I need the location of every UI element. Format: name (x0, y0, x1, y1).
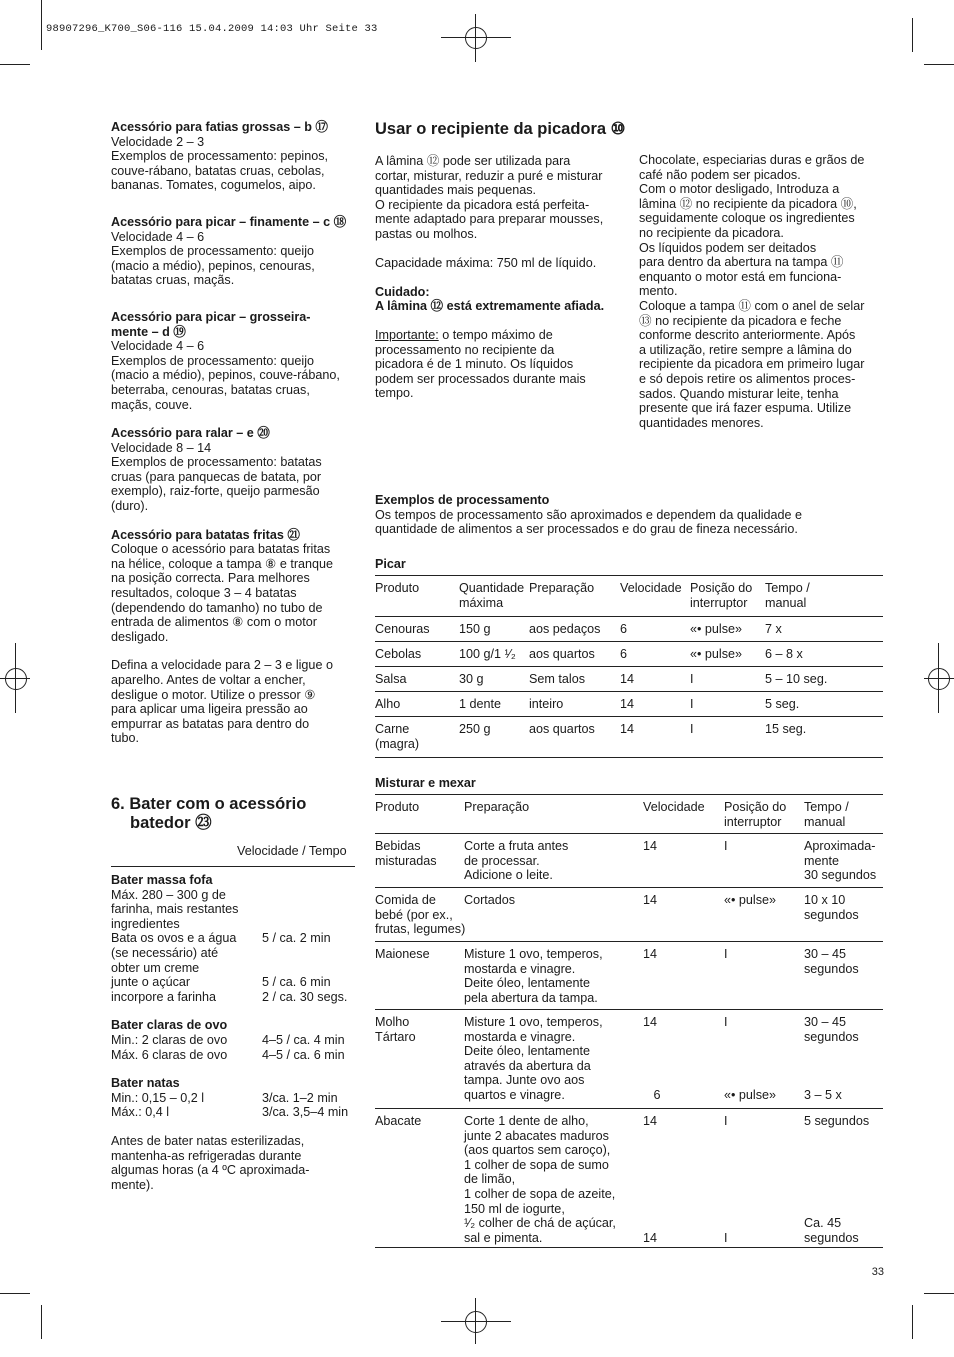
print-slug: 98907296_K700_S06-116 15.04.2009 14:03 Uhr Seite 33 (46, 23, 378, 35)
crop-mark (0, 1293, 30, 1294)
table-cell: Comida de bebé (por ex., frutas, legumes) (375, 893, 466, 937)
section-title: Acessório para ralar – e ⑳ (111, 426, 270, 441)
table-cell (262, 888, 347, 903)
text-line: Defina a velocidade para 2 – 3 e ligue o (111, 658, 333, 673)
table-cell: 100 g/1 ¹⁄₂ (459, 647, 516, 661)
speed-table (111, 1091, 348, 1120)
row-divider (375, 666, 883, 667)
table-cell: I (724, 947, 728, 961)
table-cell: inteiro (529, 697, 564, 711)
text-line: quantidades mais pequenas. (375, 183, 537, 198)
table-cell: Corte 1 dente de alho, junte 2 abacates maduros (aos quartos sem caroço), 1 colher de sopa de sumo de limão, 1 colher de sopa de azeite, 150 ml de iogurte, ¹⁄₂ colher de chá de açúcar, sal e pimenta. (464, 1114, 616, 1245)
row-divider (375, 833, 883, 834)
row-divider (375, 1247, 883, 1248)
text-line: Coloque o acessório para batatas fritas (111, 542, 331, 557)
section-title: Bater natas (111, 1076, 180, 1091)
column-header: Velocidade / Tempo (237, 844, 347, 858)
text-line: (duro). (111, 499, 149, 514)
table-title: Misturar e mexar (375, 776, 476, 790)
table-cell: Min.: 2 claras de ovo (111, 1032, 228, 1047)
important-note (375, 328, 635, 343)
text-line: presente que irá fazer espuma. Utilize (639, 401, 852, 416)
crop-mark (41, 1305, 42, 1339)
registration-target-icon (5, 668, 27, 690)
table-row (111, 888, 347, 903)
row-divider (375, 1009, 883, 1010)
important-label: Importante: (375, 327, 439, 342)
column-header: Posição do interruptor (724, 800, 787, 829)
crop-mark (0, 64, 30, 65)
table-row (111, 1033, 345, 1048)
text-line: mente). (111, 1177, 154, 1192)
text-line (375, 242, 635, 257)
column-header: Preparação (529, 581, 595, 595)
right-col2 (639, 153, 889, 430)
text-line: desligado. (111, 629, 169, 644)
text-line: Antes de bater natas esterilizadas, (111, 1133, 305, 1148)
paragraph (375, 508, 885, 537)
table-cell (262, 902, 347, 917)
text-line: aparelho. Antes de voltar a encher, (111, 673, 306, 687)
text-line: maçãs, couve. (111, 397, 193, 412)
text-line: O recipiente da picadora está perfeita- (375, 197, 590, 212)
table-cell: 14 (620, 722, 635, 736)
text-line: seguidamente coloque os ingredientes (639, 211, 855, 226)
column-header: Quantidade máxima (459, 581, 525, 610)
text-line: Coloque a tampa ⑪ com o anel de selar (639, 298, 865, 313)
row-divider (375, 616, 883, 617)
text-line: mantenha-as refrigeradas durante (111, 1148, 302, 1163)
text-line: beterraba, cenouras, batatas cruas, (111, 382, 310, 397)
important-text: o tempo máximo de (438, 327, 553, 342)
table-cell: Maionese (375, 947, 430, 961)
table-cell: Cenouras (375, 622, 430, 636)
table-cell: Cortados (464, 893, 516, 907)
row-divider (375, 941, 883, 942)
text-line: Exemplos de processamento: batatas (111, 455, 322, 470)
column-header: Tempo / manual (765, 581, 810, 610)
table-cell: (se necessário) até (111, 945, 219, 960)
text-line: mento. (639, 284, 678, 299)
table-cell: 14 (620, 672, 635, 686)
registration-line (924, 678, 954, 679)
section-title: Bater claras de ovo (111, 1018, 228, 1033)
crop-mark (924, 1293, 954, 1294)
text-line: pastas ou molhos. (375, 226, 478, 241)
table-row (111, 975, 347, 990)
whisk-section (111, 873, 361, 1192)
table-cell: 250 g (459, 722, 491, 736)
text-line: Exemplos de processamento: queijo (111, 353, 315, 368)
table-row (111, 917, 347, 932)
section-body (111, 339, 361, 412)
registration-line (441, 1321, 511, 1322)
table-cell: 14 6 (643, 1015, 661, 1102)
table-cell: 6 – 8 x (765, 647, 803, 661)
section-title: Acessório para picar – grosseira- (111, 309, 311, 324)
table-cell: incorpore a farinha (111, 989, 217, 1004)
text-line: recipiente da picadora em primeiro lugar (639, 357, 865, 372)
registration-line (441, 37, 511, 38)
table-cell: I (690, 672, 694, 686)
page-number: 33 (871, 1266, 884, 1278)
table-cell: 6 (620, 622, 628, 636)
table-cell (262, 917, 347, 932)
text-line: (macio a médio), pepinos, cenouras, (111, 258, 315, 273)
text-line: Velocidade 4 – 6 (111, 229, 205, 244)
divider (111, 866, 355, 867)
table-title: Picar (375, 557, 406, 571)
section-title: Acessório para fatias grossas – b ⑰ (111, 120, 328, 134)
paragraph (639, 153, 889, 430)
text-line: sados. Quando misturar leite, tenha (639, 386, 839, 401)
table-row (111, 902, 347, 917)
text-line: (macio a médio), pepinos, couve-rábano, (111, 368, 340, 383)
table-cell: 1 dente (459, 697, 502, 711)
table-cell: ingredientes (111, 916, 180, 931)
section-body (111, 441, 361, 514)
table-cell: «• pulse» (690, 647, 743, 661)
text-line: desligue o motor. Utilize o pressor ⑨ (111, 687, 316, 702)
crop-mark (912, 18, 913, 52)
registration-target-icon (928, 668, 950, 690)
paragraph (375, 343, 635, 401)
table-cell: 5 / ca. 6 min (262, 975, 331, 990)
table-row (111, 931, 347, 946)
text-line: resultados, coloque 3 – 4 batatas (111, 586, 297, 601)
speed-table (111, 888, 347, 1005)
table-cell (262, 946, 347, 961)
crop-mark (924, 64, 954, 65)
table-cell: Abacate (375, 1114, 422, 1128)
text-line: entrada de alimentos ⑧ com o motor (111, 615, 317, 630)
table-cell: 14 (643, 839, 658, 853)
table-cell: 30 g (459, 672, 484, 686)
table-cell: Aproximada- mente 30 segundos (804, 839, 877, 883)
text-line: Os tempos de processamento são aproximados e dependem da qualidade e (375, 507, 803, 522)
table-cell: 5 / ca. 2 min (262, 931, 331, 946)
text-line: Capacidade máxima: 750 ml de líquido. (375, 256, 597, 271)
table-cell: Misture 1 ovo, temperos, mostarda e vinagre. Deite óleo, lentamente através da abertura da tampa. Junte ovo aos quartos e vinagre. (464, 1015, 603, 1102)
right-col1 (375, 154, 635, 401)
column-header: Posição do interruptor (690, 581, 753, 610)
row-divider (375, 716, 883, 717)
table-cell: 5 – 10 seg. (765, 672, 828, 686)
row-divider (375, 757, 883, 758)
section-body (111, 135, 361, 193)
table-cell: I (724, 839, 728, 853)
crop-mark (912, 1305, 913, 1339)
table-cell: 10 x 10 segundos (804, 893, 859, 922)
registration-line (938, 643, 939, 713)
warning-label: Cuidado: (375, 284, 430, 299)
registration-target-icon (465, 1311, 487, 1333)
table-cell: aos quartos (529, 722, 595, 736)
table-row (111, 1105, 348, 1120)
section-title: Bater massa fofa (111, 873, 213, 887)
table-row (111, 961, 347, 976)
note (111, 1134, 361, 1192)
text-line: e só depois retire os alimentos proces- (639, 371, 856, 386)
heading-line: batedor ㉓ (130, 814, 212, 832)
section-body (111, 542, 361, 644)
warning-text: A lâmina ⑫ está extremamente afiada. (375, 299, 605, 314)
section-title: Acessório para picar – finamente – c ⑱ (111, 214, 347, 229)
text-line: cruas (para panquecas de batata, por (111, 469, 322, 484)
column-header: Velocidade (643, 800, 705, 814)
text-line: Os líquidos podem ser deitados (639, 240, 817, 255)
text-line: podem ser processados durante mais (375, 371, 586, 386)
row-divider (375, 1108, 883, 1109)
table-cell: «• pulse» (724, 893, 777, 907)
table-cell: I (690, 697, 694, 711)
column-header: Velocidade (620, 581, 682, 595)
text-line: A lâmina ⑫ pode ser utilizada para (375, 154, 571, 168)
text-line: Velocidade 4 – 6 (111, 339, 205, 354)
table-cell: 14 (643, 947, 658, 961)
text-line: lâmina ⑫ no recipiente da picadora ⑩, (639, 196, 857, 211)
table-cell: Carne (magra) (375, 722, 420, 751)
table-cell: I I (724, 1114, 728, 1245)
table-cell: 5 segundos Ca. 45 segundos (804, 1114, 870, 1245)
text-line: café não podem ser picados. (639, 167, 801, 182)
divider (375, 575, 883, 576)
divider (375, 794, 883, 795)
table-cell: 5 seg. (765, 697, 800, 711)
text-line: Exemplos de processamento: queijo (111, 244, 315, 259)
text-line: enquanto o motor está em funciona- (639, 269, 842, 284)
registration-line (475, 14, 476, 62)
table-cell: aos pedaços (529, 622, 601, 636)
table-cell: 3/ca. 1–2 min (262, 1090, 338, 1105)
text-line: para aplicar uma ligeira pressão ao (111, 702, 308, 717)
table-cell: obter um creme (111, 960, 200, 975)
table-cell: 30 – 45 segundos (804, 947, 859, 976)
text-line: conforme descrito anteriormente. Após (639, 328, 856, 343)
column-header: Tempo / manual (804, 800, 849, 829)
table-cell: 14 (643, 893, 658, 907)
table-cell: farinha, mais restantes (111, 902, 239, 917)
heading-line: 6. Bater com o acessório (111, 795, 307, 813)
examples-intro (375, 493, 885, 537)
table-cell: Bata os ovos e a água (111, 931, 237, 946)
registration-line (475, 1298, 476, 1344)
text-line: batatas cruas, maçãs. (111, 273, 235, 288)
table-cell (262, 961, 347, 976)
table-cell: Bebidas misturadas (375, 839, 437, 868)
row-divider (375, 887, 883, 888)
table-cell: Sem talos (529, 672, 585, 686)
table-cell: Molho Tártaro (375, 1015, 416, 1044)
table-cell: 7 x (765, 622, 782, 636)
table-cell: I «• pulse» (724, 1015, 777, 1102)
crop-mark (41, 0, 42, 50)
table-cell: «• pulse» (690, 622, 743, 636)
table-cell: 14 (620, 697, 635, 711)
table-cell: Máx. 6 claras de ovo (111, 1047, 228, 1062)
text-line: Com o motor desligado, Introduza a (639, 182, 840, 197)
text-line: a utilização, retire sempre a lâmina do (639, 342, 852, 357)
section-title: Acessório para batatas fritas ㉑ (111, 527, 300, 542)
text-line: picadora é de 1 minuto. Os líquidos (375, 357, 574, 372)
speed-table (111, 1033, 345, 1062)
table-cell: Cebolas (375, 647, 422, 661)
section-title: Exemplos de processamento (375, 493, 550, 507)
text-line: tempo. (375, 386, 414, 401)
row-divider (375, 691, 883, 692)
table-cell: 4–5 / ca. 4 min (262, 1032, 345, 1047)
text-line: Chocolate, especiarias duras e grãos de (639, 153, 865, 167)
text-line: cortar, misturar, reduzir a puré e misturar (375, 168, 603, 183)
table-cell: Alho (375, 697, 401, 711)
text-line: Exemplos de processamento: pepinos, (111, 149, 329, 164)
left-column (111, 120, 361, 746)
text-line: ⑬ no recipiente da picadora e feche (639, 313, 842, 328)
text-line: mente adaptado para preparar mousses, (375, 212, 604, 227)
text-line: na hélice, coloque a tampa ⑧ e tranque (111, 556, 334, 571)
table-row (111, 946, 347, 961)
text-line: na posição correcta. Para melhores (111, 571, 310, 586)
table-row (111, 1091, 348, 1106)
text-line: tubo. (111, 731, 140, 746)
column-header: Produto (375, 800, 420, 814)
registration-target-icon (465, 27, 487, 49)
section-body (111, 658, 361, 746)
text-line: exemplo), raiz-forte, queijo parmesão (111, 484, 320, 499)
table-cell: aos quartos (529, 647, 595, 661)
table-cell: Máx.: 0,4 l (111, 1105, 170, 1120)
table-cell: I (690, 722, 694, 736)
text-line: couve-rábano, batatas cruas, cebolas, (111, 163, 325, 178)
table-cell: 3/ca. 3,5–4 min (262, 1105, 349, 1120)
table-cell: 15 seg. (765, 722, 807, 736)
table-cell: Corte a fruta antes de processar. Adicione o leite. (464, 839, 569, 883)
table-cell: 30 – 45 segundos 3 – 5 x (804, 1015, 859, 1102)
text-line: (dependendo do tamanho) no tubo de (111, 600, 323, 615)
column-header: Preparação (464, 800, 530, 814)
table-cell: 2 / ca. 30 segs. (262, 989, 348, 1004)
section-heading (111, 795, 306, 833)
section-heading: Usar o recipiente da picadora ⑩ (375, 120, 626, 138)
text-line: bananas. Tomates, cogumelos, aipo. (111, 178, 316, 193)
table-row (111, 990, 347, 1005)
section-body (111, 230, 361, 288)
table-cell: 150 g (459, 622, 491, 636)
table-cell: Salsa (375, 672, 407, 686)
text-line: para dentro da abertura na tampa ⑪ (639, 255, 844, 270)
text-line: algumas horas (a 4 ºC aproximada- (111, 1163, 310, 1178)
table-cell: Min.: 0,15 – 0,2 l (111, 1090, 205, 1105)
text-line: Velocidade 8 – 14 (111, 440, 212, 455)
section-title: mente – d ⑲ (111, 324, 186, 339)
table-cell: 6 (620, 647, 628, 661)
text-line: quantidades menores. (639, 415, 764, 430)
text-line: quantidade de alimentos a ser processados e do grau de fineza necessário. (375, 522, 798, 537)
text-line: Velocidade 2 – 3 (111, 134, 205, 149)
text-line: empurrar as batatas para dentro do (111, 716, 310, 731)
table-cell: 4–5 / ca. 6 min (262, 1047, 345, 1062)
paragraph (375, 154, 635, 271)
table-cell: Máx. 280 – 300 g de (111, 887, 226, 902)
text-line: no recipiente da picadora. (639, 225, 784, 240)
registration-line (15, 643, 16, 713)
table-cell: junte o açúcar (111, 975, 191, 990)
table-cell: Misture 1 ovo, temperos, mostarda e vinagre. Deite óleo, lentamente pela abertura da tampa. (464, 947, 603, 1005)
table-row (111, 1048, 345, 1063)
column-header: Produto (375, 581, 420, 595)
text-line: processamento no recipiente da (375, 342, 555, 357)
table-cell: 14 14 (643, 1114, 658, 1245)
row-divider (375, 641, 883, 642)
